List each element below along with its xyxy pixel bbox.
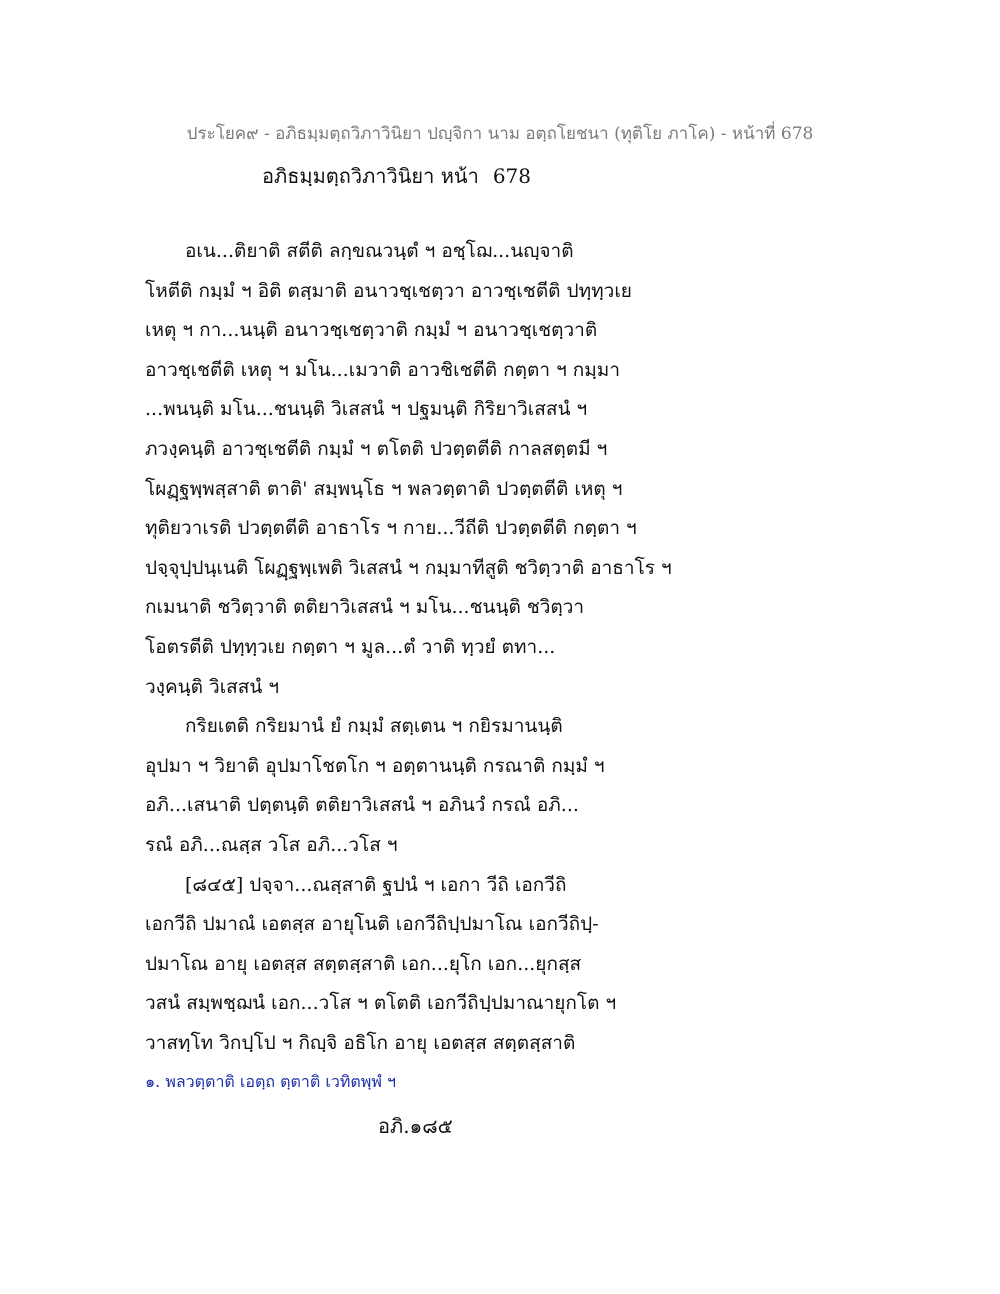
text-line: ปมาโณ อายุ เอตสฺส สตฺตสฺสาติ เอก...ยุโก เอก...ยุกสฺส <box>145 952 582 975</box>
text-line: อเน...ติยาติ สตีติ ลกฺขณวนฺตํ ฯ อชฺโฌ...นญฺจาติ <box>185 240 574 262</box>
running-header: ประโยค๙ - อภิธมฺมตฺถวิภาวินิยา ปญฺจิกา นาม อตฺถโยชนา (ทุติโย ภาโค) - หน้าที่ 678 <box>186 124 814 144</box>
text-line: โหตีติ กมฺมํ ฯ อิติ ตสฺมาติ อนาวชฺเชตฺวา อาวชฺเชตีติ ปทฺทฺวเย <box>145 279 632 302</box>
text-line: รณํ อภิ...ณสฺส วโส อภิ...วโส ฯ <box>145 833 398 856</box>
footnote: ๑. พลวตฺตาติ เอตฺถ ตฺตาติ เวทิตพฺพํ ฯ <box>145 1072 396 1091</box>
text-line: เอกวีถิ ปมาณํ เอตสฺส อายุโนติ เอกวีถิปฺปมาโณ เอกวีถิปฺ- <box>145 913 599 936</box>
page-heading-number: 678 <box>492 164 531 188</box>
text-line: ทุติยวาเรติ ปวตฺตตีติ อาธาโร ฯ กาย...วีถีติ ปวตฺตตีติ กตฺตา ฯ <box>145 517 637 540</box>
text-line: วงฺคนฺติ วิเสสนํ ฯ <box>145 675 280 698</box>
text-line: วสนํ สมฺพชฺฌนํ เอก...วโส ฯ ตโตติ เอกวีถิปฺปมาณายุกโต ฯ <box>145 992 617 1015</box>
text-line: โอตรตีติ ปทฺทฺวเย กตฺตา ฯ มูล...ตํ วาติ ทฺวยํ ตทา... <box>145 635 556 658</box>
text-line: วาสทฺโท วิกปฺโป ฯ กิญฺจิ อธิโก อายุ เอตสฺส สตฺตสฺสาติ <box>145 1031 576 1054</box>
text-line: อาวชฺเชตีติ เหตุ ฯ มโน...เมวาติ อาวชิเชตีติ กตฺตา ฯ กมฺมา <box>145 358 620 381</box>
text-line: ...พนนฺติ มโน...ชนนฺติ วิเสสนํ ฯ ปฐมนฺติ กิริยาวิเสสนํ ฯ <box>145 398 588 421</box>
text-line: เหตุ ฯ กา...นนฺติ อนาวชฺเชตฺวาติ กมฺมํ ฯ อนาวชฺเชตฺวาติ <box>145 319 598 342</box>
text-line: อุปมา ฯ วิยาติ อุปมาโชตโก ฯ อตฺตานนฺติ กรณาติ กมฺมํ ฯ <box>145 754 605 777</box>
page-signature: อภิ.๑๘๕ <box>378 1114 453 1138</box>
text-line: โผฏฺฐพฺพสฺสาติ ตาติ' สมฺพนฺโธ ฯ พลวตฺตาติ ปวตฺตตีติ เหตุ ฯ <box>145 477 623 500</box>
text-line: กเมนาติ ชวิตฺวาติ ตติยาวิเสสนํ ฯ มโน...ชนนฺติ ชวิตฺวา <box>145 596 585 619</box>
text-line: อภิ...เสนาติ ปตฺตนฺติ ตติยาวิเสสนํ ฯ อภินวํ กรณํ อภิ... <box>145 794 579 817</box>
body-text <box>145 236 845 1067</box>
text-line: กริยเตติ กริยมานํ ยํ กมฺมํ สตฺเตน ฯ กยิรมานนฺติ <box>185 715 563 738</box>
page-heading <box>262 160 531 192</box>
text-line: ปจฺจุปฺปนฺเนติ โผฏฺฐพฺเพติ วิเสสนํ ฯ กมฺมาทีสูติ ชวิตฺวาติ อาธาโร ฯ <box>145 556 672 579</box>
text-line: [๘๔๕] ปจฺจา...ณสฺสาติ ฐปนํ ฯ เอกา วีถิ เอกวีถิ <box>185 873 567 896</box>
text-line: ภวงฺคนฺติ อาวชฺเชตีติ กมฺมํ ฯ ตโตติ ปวตฺตตีติ กาลสตฺตมี ฯ <box>145 437 608 460</box>
page-heading-title: อภิธมฺมตฺถวิภาวินิยา หน้า <box>262 164 479 188</box>
